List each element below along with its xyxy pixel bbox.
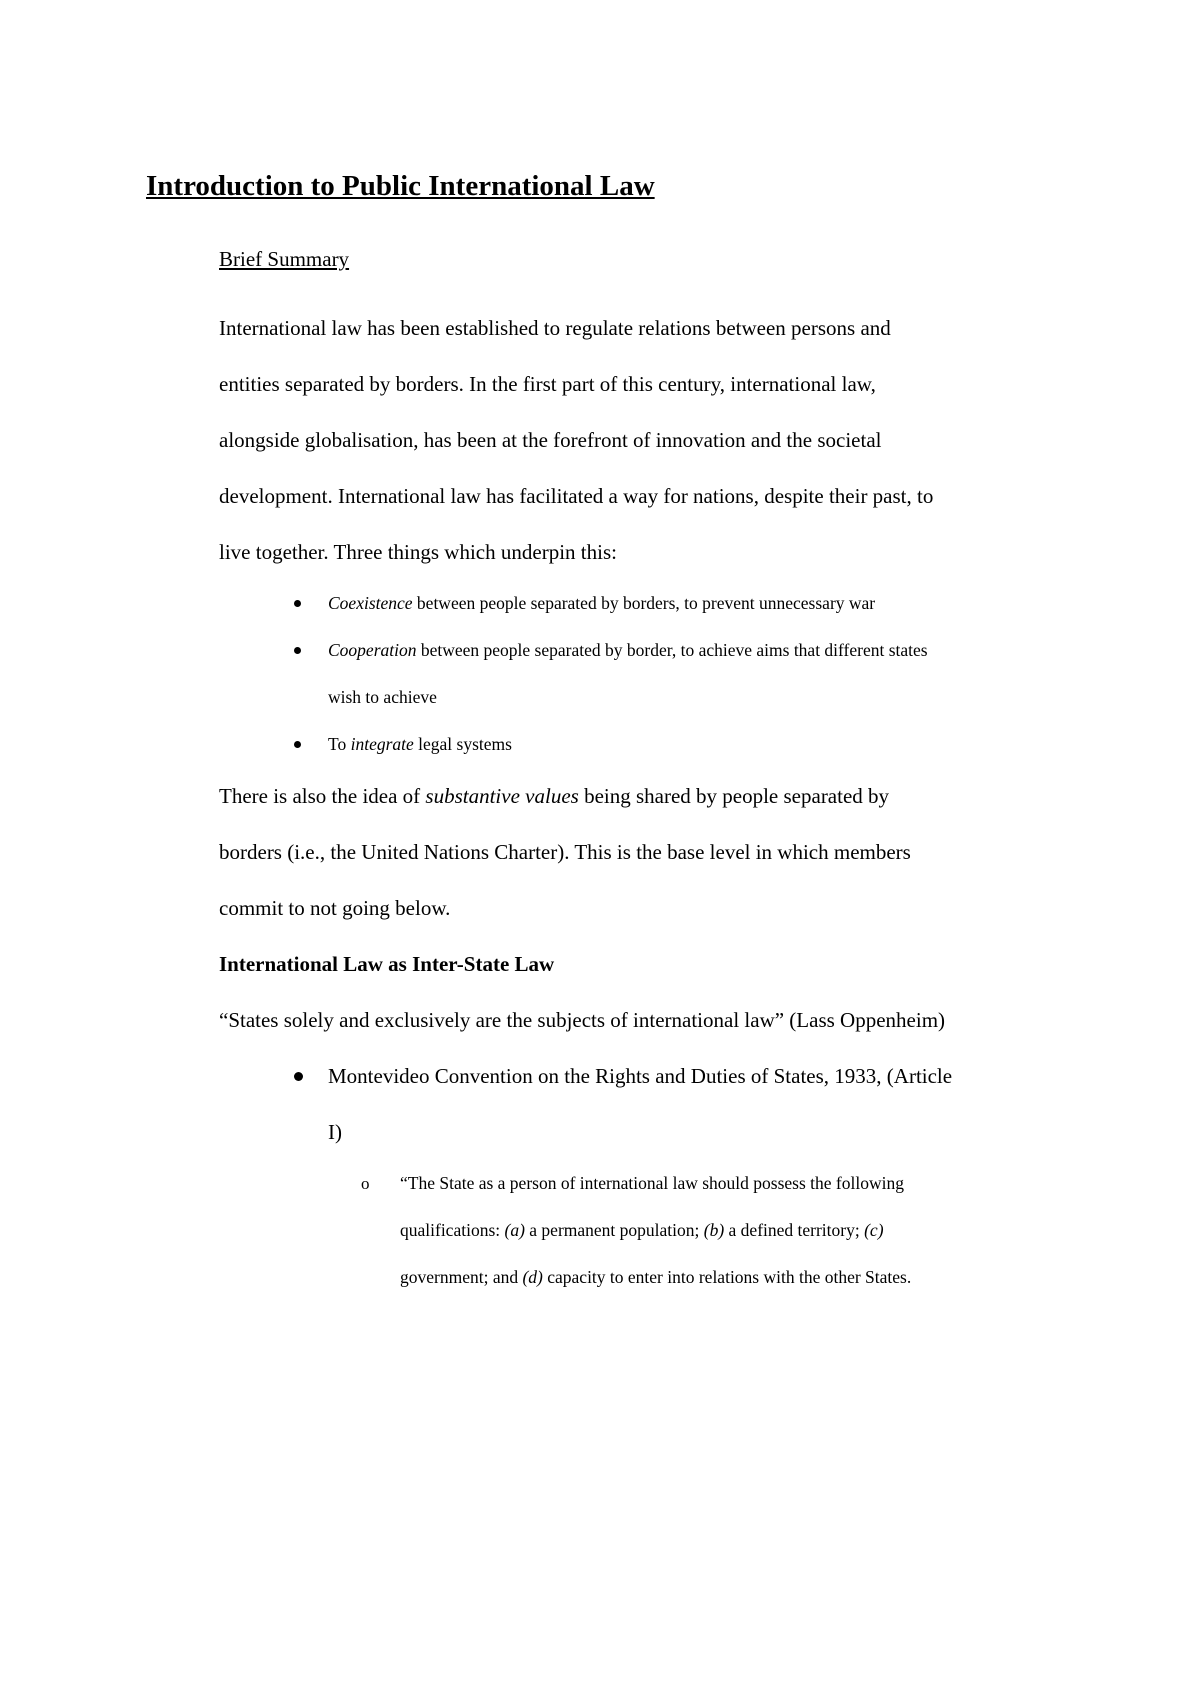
summary-heading: Brief Summary [219, 247, 350, 271]
article-quote-line: “The State as a person of international law should possess the following [400, 1173, 904, 1193]
values-rest: being shared by people separated by [578, 784, 890, 808]
values-lead: There is also the idea of [219, 784, 426, 808]
list-item-integrate [219, 721, 1099, 768]
bullet-icon [294, 1072, 303, 1081]
bullet-icon [294, 600, 301, 607]
convention-list [219, 1048, 1099, 1301]
list-item-cooperation [219, 627, 1099, 721]
section-heading: International Law as Inter-State Law [219, 952, 555, 976]
bullet-icon [294, 741, 301, 748]
emphasis-term: substantive values [425, 784, 579, 808]
convention-sub-list [328, 1160, 1099, 1301]
intro-line: International law has been established to regulate relations between persons and [219, 316, 891, 340]
values-paragraph [219, 768, 1099, 936]
article-quote-line: government; and (d) capacity to enter into relations with the other States. [400, 1267, 912, 1287]
intro-line: development. International law has facilitated a way for nations, despite their past, to [219, 484, 934, 508]
list-item-convention [219, 1048, 1099, 1301]
clause-label: (d) [522, 1267, 543, 1287]
clause-label: (b) [703, 1220, 725, 1240]
list-item-article-quote [328, 1160, 1099, 1301]
values-line: commit to not going below. [219, 896, 451, 920]
list-item-text: legal systems [413, 734, 512, 754]
page-title: Introduction to Public International Law [146, 170, 655, 202]
intro-line: alongside globalisation, has been at the forefront of innovation and the societal [219, 428, 882, 452]
convention-line: I) [328, 1120, 342, 1144]
list-item-lead: To [328, 734, 351, 754]
intro-line: entities separated by borders. In the first part of this century, international law, [219, 372, 876, 396]
bullet-icon [294, 647, 301, 654]
intro-paragraph [219, 300, 1099, 580]
document-body [219, 244, 1099, 1301]
list-item-continuation: wish to achieve [328, 687, 437, 707]
list-item-text: between people separated by border, to achieve aims that different states [416, 640, 928, 660]
underpin-list [219, 580, 1099, 768]
clause-label: (a) [504, 1220, 525, 1240]
oppenheim-quote: “States solely and exclusively are the subjects of international law” (Lass Oppenheim) [219, 1008, 946, 1032]
convention-line: Montevideo Convention on the Rights and Duties of States, 1933, (Article [328, 1064, 953, 1088]
clause-label: (c) [864, 1220, 884, 1240]
emphasis-term: Coexistence [328, 593, 413, 613]
values-line: borders (i.e., the United Nations Charter). This is the base level in which members [219, 840, 911, 864]
list-item-text: between people separated by borders, to prevent unnecessary war [412, 593, 876, 613]
intro-line: live together. Three things which underpin this: [219, 540, 617, 564]
emphasis-term: integrate [350, 734, 414, 754]
circle-bullet-icon: o [361, 1174, 370, 1193]
article-quote-line: qualifications: (a) a permanent population; (b) a defined territory; (c) [400, 1220, 884, 1240]
list-item-coexistence [219, 580, 1099, 627]
emphasis-term: Cooperation [328, 640, 417, 660]
